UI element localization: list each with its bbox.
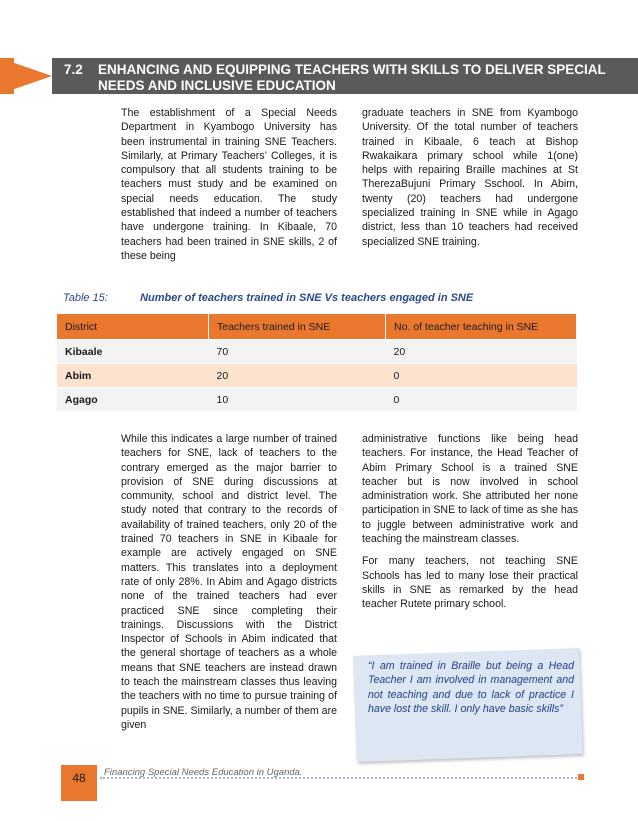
body-right-column	[362, 432, 578, 620]
intro-left-column	[121, 106, 337, 271]
heading-accent-arrow	[0, 58, 52, 94]
cell-trained: 10	[209, 388, 386, 412]
table-row	[57, 388, 577, 412]
header-trained: Teachers trained in SNE	[209, 314, 386, 340]
table-header-row	[57, 314, 577, 340]
cell-teaching: 0	[386, 364, 577, 388]
header-teaching: No. of teacher teaching in SNE	[386, 314, 577, 340]
quote-text: “I am trained in Braille but being a Head Teacher I am involved in management and not teaching and due to lack of practice I have lost the skill. I only have basic skills”	[368, 660, 574, 715]
page-number: 48	[72, 771, 86, 785]
cell-trained: 70	[209, 340, 386, 364]
teachers-table	[57, 314, 577, 411]
cell-teaching: 0	[386, 388, 577, 412]
section-number: 7.2	[64, 62, 83, 77]
footer-accent-square	[578, 774, 584, 780]
body-right-paragraph-1: administrative functions like being head teachers. For instance, the Head Teacher of Abim Primary School is a trained SNE teacher but is now involved in school administration work. She attributed her none participation in SNE to lack of time as she has to juggle between administrative work and teaching the mainstream classes.	[362, 433, 578, 546]
cell-teaching: 20	[386, 340, 577, 364]
body-left-column	[121, 432, 337, 740]
intro-right-column	[362, 106, 578, 257]
footer-divider	[100, 777, 580, 779]
body-left-paragraph: While this indicates a large number of trained teachers for SNE, lack of teachers to the contrary emerged as the major barrier to provision of SNE during discussions at community, school and district level. The study noted that contrary to the records of availability of trained teachers, only 20 of the trained 70 teachers in SNE in Kibaale for example are actively engaged on SNE matters. This translates into a deployment rate of only 28%. In Abim and Agago districts none of the trained teachers had ever practiced SNE since completing their trainings. Discussions with the District Inspector of Schools in Abim indicated that the general shortage of teachers as a whole means that SNE teachers are instead drawn to teach the mainstream classes thus leaving the teachers with no time to pursue training of pupils in SNE. Similarly, a number of them are given	[121, 433, 337, 731]
table-caption	[63, 292, 583, 304]
cell-district: Agago	[57, 388, 209, 412]
cell-district: Kibaale	[57, 340, 209, 364]
table-row	[57, 340, 577, 364]
cell-district: Abim	[57, 364, 209, 388]
section-title: ENHANCING AND EQUIPPING TEACHERS WITH SKILLS TO DELIVER SPECIAL NEEDS AND INCLUSIVE EDUCATION	[98, 62, 606, 93]
table-label: Table 15:	[63, 292, 108, 304]
intro-left-paragraph: The establishment of a Special Needs Department in Kyambogo University has been instrumental in training SNE Teachers. Similarly, at Primary Teachers’ Colleges, it is compulsory that all students training to be teachers must study and be examined on special needs education. The study established that indeed a number of teachers have undergone training. In Kibaale, 70 teachers had been trained in SNE skills, 2 of these being	[121, 107, 337, 262]
cell-trained: 20	[209, 364, 386, 388]
header-district: District	[57, 314, 209, 340]
body-right-paragraph-2: For many teachers, not teaching SNE Schools has led to many lose their practical skills in SNE as remarked by the head teacher Rutete primary school.	[362, 555, 578, 611]
intro-right-paragraph: graduate teachers in SNE from Kyambogo University. Of the total number of teachers trained in Kibaale, 6 teach at Bishop Rwakaikara primary school while 1(one) helps with repairing Braille machines at St TherezaBujuni Primary Sschool. In Abim, twenty (20) teachers had undergone specialized training in SNE while in Agago district, less than 10 teachers had received specialized SNE training.	[362, 107, 578, 248]
table-caption-text: Number of teachers trained in SNE Vs teachers engaged in SNE	[140, 292, 474, 304]
table-row	[57, 364, 577, 388]
footer-title: Financing Special Needs Education in Uganda.	[104, 767, 303, 778]
